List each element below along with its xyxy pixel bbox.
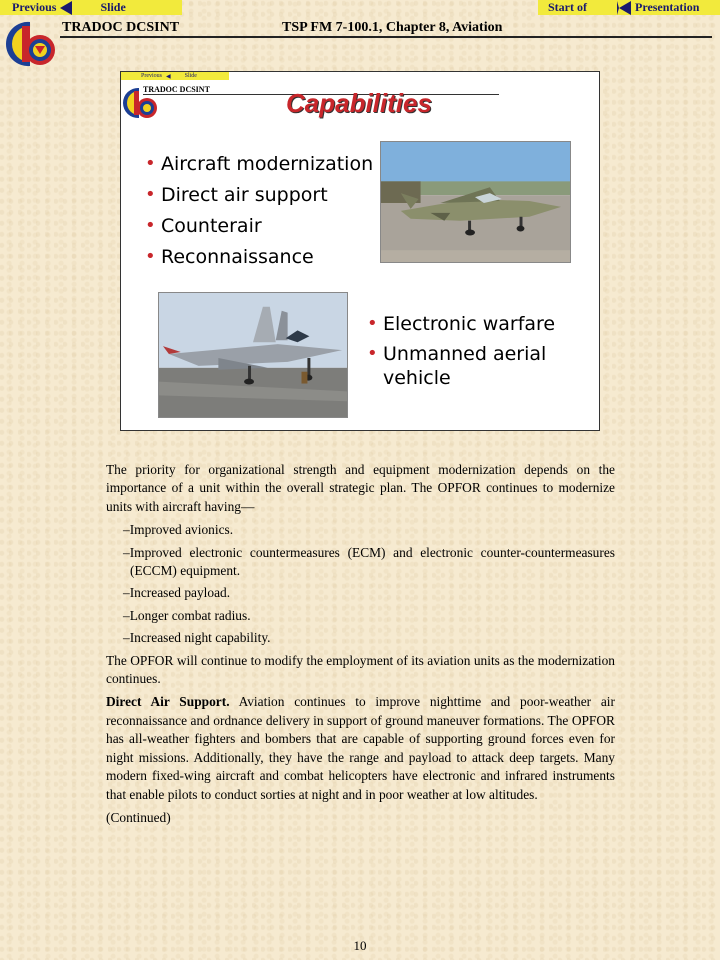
tradoc-logo (2, 18, 58, 70)
previous-label: Previous (12, 0, 57, 14)
dash-item: –Improved avionics. (123, 522, 234, 538)
paragraph: The OPFOR will continue to modify the employment of its aviation units as the modernization continues. (106, 652, 615, 687)
mini-slide-label: Slide (184, 73, 197, 79)
list-item: • Counterair (141, 214, 373, 238)
capabilities-list (141, 152, 373, 276)
dash-item: –Increased payload. (123, 585, 231, 601)
section-lead: Direct Air Support. (106, 694, 230, 710)
continued-note: (Continued) (106, 809, 171, 825)
mini-nav (121, 72, 229, 80)
camouflage-jet-photo (380, 141, 571, 263)
dash-item: –Longer combat radius. (123, 607, 251, 623)
list-item: • Reconnaissance (141, 245, 373, 269)
start-of-presentation-button[interactable] (538, 0, 699, 15)
slide-label: Slide (100, 0, 126, 14)
mini-back-arrow-icon: ◀ (166, 73, 171, 80)
start-label: Start of (548, 0, 587, 14)
header-agency: TRADOC DCSINT (62, 20, 180, 35)
page-number: 10 (353, 938, 367, 953)
header-divider (60, 36, 712, 38)
mini-agency: TRADOC DCSINT (143, 85, 210, 94)
previous-slide-button[interactable] (0, 0, 126, 15)
dash-item: –Improved electronic countermeasures (ECM) and electronic counter-countermeasures (ECCM) equipment. (123, 544, 615, 579)
previous-slide-nav (0, 0, 182, 15)
paragraph (106, 693, 615, 803)
slide-title: Capabilities (286, 88, 432, 118)
capabilities-list-2 (363, 312, 593, 396)
slide-thumbnail (120, 71, 600, 431)
section-text: Aviation continues to improve nighttime and poor-weather air reconnaissance and ordnance delivery in support of ground maneuver formations. The OPFOR has all-weather fighters and bombers that are capable of supporting ground forces even for night missions. Additionally, they have the range and payload to attack deep targets. Many modern fixed-wing aircraft and combat helicopters have electronic and infrared instruments that enable pilots to conduct sorties at night and in poor weather at low altitudes. (106, 694, 615, 802)
list-item: • Unmanned aerial vehicle (363, 342, 593, 390)
presentation-label: Presentation (635, 0, 700, 14)
first-slide-icon (617, 1, 631, 15)
list-item: • Aircraft modernization (141, 152, 373, 176)
start-presentation-nav (538, 0, 720, 15)
dash-item: –Increased night capability. (123, 630, 271, 646)
back-arrow-icon (60, 1, 72, 15)
list-item: • Direct air support (141, 183, 373, 207)
list-item: • Electronic warfare (363, 312, 593, 336)
body-text (106, 461, 615, 832)
fighter-jet-photo (158, 292, 348, 418)
header-title: TSP FM 7-100.1, Chapter 8, Aviation (282, 20, 503, 35)
paragraph: The priority for organizational strength and equipment modernization depends on the importance of a unit within the overall strategic plan. The OPFOR continues to modernize units with aircraft having— (106, 462, 615, 514)
mini-previous-label: Previous (141, 73, 162, 79)
